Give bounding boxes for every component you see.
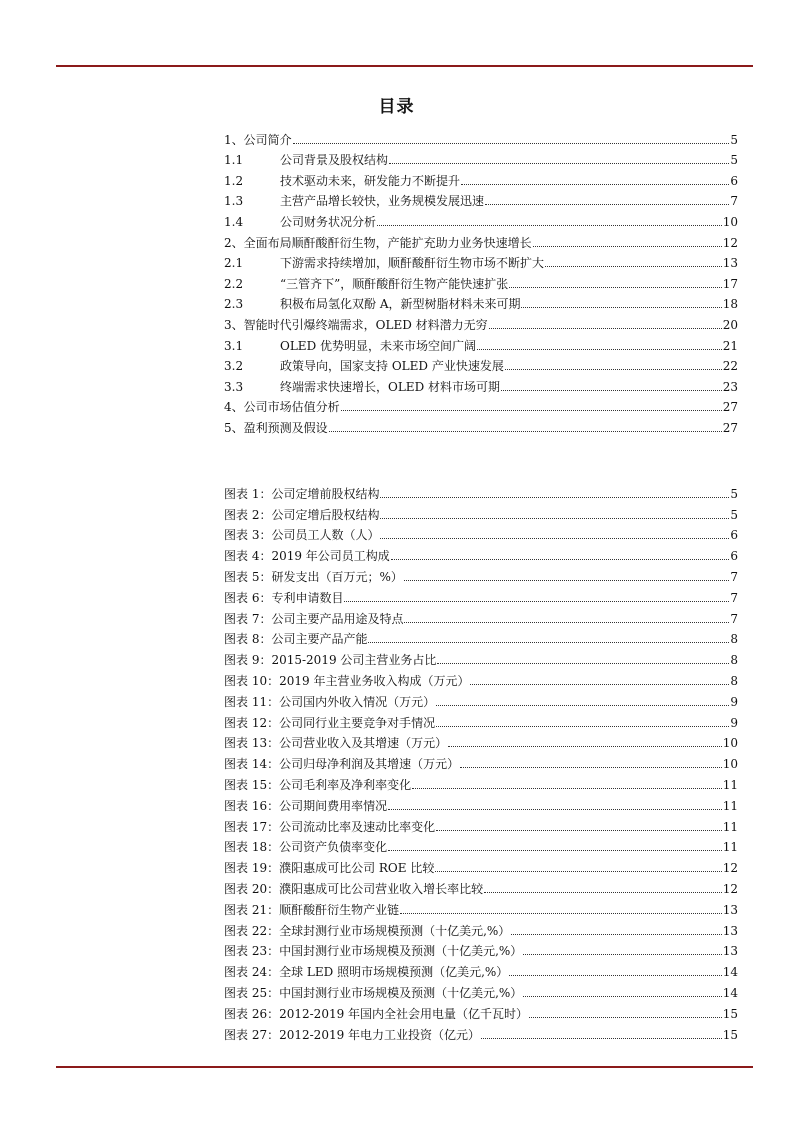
toc-entry-2-2[interactable] — [224, 270, 738, 291]
figure-label: 图表 21：顺酐酸酐衍生物产业链 — [224, 902, 400, 917]
figure-entry-17[interactable] — [224, 813, 738, 834]
toc-page: 21 — [722, 338, 738, 353]
figure-page: 12 — [722, 861, 738, 876]
figure-page: 13 — [722, 902, 738, 917]
toc-page: 12 — [722, 235, 738, 250]
dot-leader — [533, 246, 722, 247]
dot-leader — [404, 622, 729, 623]
dot-leader — [436, 726, 729, 727]
figure-label: 图表 7：公司主要产品用途及特点 — [224, 611, 404, 626]
figure-page: 6 — [730, 528, 738, 543]
dot-leader — [461, 184, 729, 185]
toc-page: 5 — [730, 153, 738, 168]
dot-leader — [380, 538, 729, 539]
figure-page: 11 — [722, 840, 738, 855]
figure-label: 图表 25：中国封测行业市场规模及预测（十亿美元,%） — [224, 985, 523, 1000]
dot-leader — [400, 913, 722, 914]
figure-label: 图表 13：公司营业收入及其增速（万元） — [224, 736, 448, 751]
toc-number: 2、 — [224, 235, 244, 250]
dot-leader — [470, 684, 729, 685]
dot-leader — [389, 163, 729, 164]
dot-leader — [529, 1017, 722, 1018]
figure-entry-16[interactable] — [224, 792, 738, 813]
dot-leader — [484, 892, 722, 893]
figure-page: 12 — [722, 881, 738, 896]
toc-number: 1.2 — [224, 173, 244, 188]
toc-number: 3.1 — [224, 338, 244, 353]
figure-label: 图表 3：公司员工人数（人） — [224, 528, 380, 543]
figure-label: 图表 5：研发支出（百万元；%） — [224, 569, 403, 584]
toc-number: 2.3 — [224, 297, 244, 312]
toc-label: 全面布局顺酐酸酐衍生物，产能扩充助力业务快速增长 — [243, 235, 532, 250]
toc-label: 公司简介 — [243, 132, 292, 147]
toc-number: 1、 — [224, 132, 244, 147]
dot-leader — [505, 369, 722, 370]
figure-label: 图表 10：2019 年主营业务收入构成（万元） — [224, 673, 470, 688]
dot-leader — [436, 705, 729, 706]
toc-entry-1-1[interactable] — [224, 147, 738, 168]
figure-entry-13[interactable] — [224, 730, 738, 751]
figure-label: 图表 20：濮阳惠成可比公司营业收入增长率比较 — [224, 881, 484, 896]
figure-page: 8 — [730, 673, 738, 688]
toc-entry-1-2[interactable] — [224, 167, 738, 188]
toc-number: 1.3 — [224, 194, 244, 209]
toc-label: 盈利预测及假设 — [243, 420, 328, 435]
figure-entry-24[interactable] — [224, 958, 738, 979]
toc-page: 20 — [722, 317, 738, 332]
dot-leader — [523, 996, 721, 997]
dot-leader — [368, 642, 729, 643]
figure-page: 15 — [722, 1027, 738, 1042]
toc-page: 27 — [722, 420, 738, 435]
toc-entry-1-4[interactable] — [224, 208, 738, 229]
figure-label: 图表 1：公司定增前股权结构 — [224, 486, 380, 501]
toc-label: 公司市场估值分析 — [243, 400, 340, 415]
figure-label: 图表 22：全球封测行业市场规模预测（十亿美元,%） — [224, 923, 511, 938]
toc-number: 3、 — [224, 317, 244, 332]
figure-page: 9 — [730, 694, 738, 709]
table-of-contents — [224, 126, 738, 435]
figure-label: 图表 24：全球 LED 照明市场规模预测（亿美元,%） — [224, 965, 509, 980]
figure-label: 图表 11：公司国内外收入情况（万元） — [224, 694, 436, 709]
figure-entry-19[interactable] — [224, 854, 738, 875]
dot-leader — [511, 934, 721, 935]
figure-entry-7[interactable] — [224, 605, 738, 626]
dot-leader — [509, 975, 721, 976]
toc-number: 5、 — [224, 420, 244, 435]
toc-number: 1.4 — [224, 214, 244, 229]
figure-entry-8[interactable] — [224, 626, 738, 647]
figure-page: 5 — [730, 486, 738, 501]
toc-page: 6 — [730, 173, 738, 188]
dot-leader — [293, 143, 730, 144]
figure-label: 图表 9：2015-2019 公司主营业务占比 — [224, 653, 437, 668]
figure-entry-6[interactable] — [224, 584, 738, 605]
figure-page: 10 — [722, 757, 738, 772]
dot-leader — [344, 601, 729, 602]
figure-page: 8 — [730, 653, 738, 668]
dot-leader — [341, 410, 722, 411]
dot-leader — [485, 204, 729, 205]
figure-entry-1[interactable] — [224, 480, 738, 501]
figure-entry-4[interactable] — [224, 542, 738, 563]
dot-leader — [481, 1038, 722, 1039]
figure-entry-2[interactable] — [224, 501, 738, 522]
toc-entry-5[interactable] — [224, 414, 738, 435]
figure-page: 5 — [730, 507, 738, 522]
dot-leader — [509, 287, 721, 288]
figure-entry-18[interactable] — [224, 834, 738, 855]
figure-entry-3[interactable] — [224, 522, 738, 543]
figure-entry-14[interactable] — [224, 750, 738, 771]
figure-label: 图表 23：中国封测行业市场规模及预测（十亿美元,%） — [224, 944, 523, 959]
figure-label: 图表 14：公司归母净利润及其增速（万元） — [224, 757, 460, 772]
toc-label: 下游需求持续增加，顺酐酸酐衍生物市场不断扩大 — [280, 256, 545, 271]
figure-page: 13 — [722, 944, 738, 959]
header-rule — [56, 65, 753, 67]
figure-page: 6 — [730, 549, 738, 564]
figure-page: 8 — [730, 632, 738, 647]
dot-leader — [404, 580, 730, 581]
figure-label: 图表 18：公司资产负债率变化 — [224, 840, 388, 855]
figure-page: 14 — [722, 985, 738, 1000]
figure-label: 图表 2：公司定增后股权结构 — [224, 507, 380, 522]
figure-label: 图表 15：公司毛利率及净利率变化 — [224, 777, 412, 792]
toc-label: 公司财务状况分析 — [280, 214, 377, 229]
toc-page: 18 — [722, 297, 738, 312]
toc-number: 2.2 — [224, 276, 244, 291]
toc-label: 技术驱动未来，研发能力不断提升 — [280, 173, 461, 188]
figure-page: 11 — [722, 819, 738, 834]
figure-label: 图表 27：2012-2019 年电力工业投资（亿元） — [224, 1027, 481, 1042]
toc-page: 17 — [722, 276, 738, 291]
toc-label: 终端需求快速增长，OLED 材料市场可期 — [280, 379, 501, 394]
dot-leader — [388, 809, 722, 810]
toc-entry-2-1[interactable] — [224, 250, 738, 271]
toc-entry-3-2[interactable] — [224, 353, 738, 374]
page-title: 目录 — [378, 97, 415, 117]
toc-number: 3.2 — [224, 359, 244, 374]
toc-page: 22 — [722, 359, 738, 374]
figure-page: 11 — [722, 798, 738, 813]
toc-entry-2[interactable] — [224, 229, 738, 250]
figure-entry-23[interactable] — [224, 938, 738, 959]
figure-entry-26[interactable] — [224, 1000, 738, 1021]
toc-label: 积极布局氢化双酚 A，新型树脂材料未来可期 — [280, 297, 521, 312]
toc-entry-3[interactable] — [224, 311, 738, 332]
toc-entry-2-3[interactable] — [224, 291, 738, 312]
figure-label: 图表 8：公司主要产品产能 — [224, 632, 368, 647]
figure-label: 图表 26：2012-2019 年国内全社会用电量（亿千瓦时） — [224, 1006, 529, 1021]
list-of-figures — [224, 480, 738, 1042]
figure-entry-9[interactable] — [224, 646, 738, 667]
figure-label: 图表 12：公司同行业主要竞争对手情况 — [224, 715, 436, 730]
dot-leader — [545, 266, 722, 267]
toc-number: 4、 — [224, 400, 244, 415]
dot-leader — [412, 788, 722, 789]
figure-page: 7 — [730, 569, 738, 584]
figure-page: 9 — [730, 715, 738, 730]
toc-label: OLED 优势明显，未来市场空间广阔 — [280, 338, 477, 353]
figure-entry-12[interactable] — [224, 709, 738, 730]
figure-label: 图表 17：公司流动比率及速动比率变化 — [224, 819, 436, 834]
toc-page: 10 — [722, 214, 738, 229]
dot-leader — [435, 871, 721, 872]
toc-page: 27 — [722, 400, 738, 415]
figure-label: 图表 6：专利申请数目 — [224, 590, 344, 605]
toc-page: 23 — [722, 379, 738, 394]
dot-leader — [388, 850, 722, 851]
figure-page: 7 — [730, 590, 738, 605]
dot-leader — [501, 390, 722, 391]
figure-entry-21[interactable] — [224, 896, 738, 917]
dot-leader — [521, 307, 721, 308]
figure-label: 图表 16：公司期间费用率情况 — [224, 798, 388, 813]
dot-leader — [329, 431, 722, 432]
toc-entry-3-3[interactable] — [224, 373, 738, 394]
figure-entry-5[interactable] — [224, 563, 738, 584]
toc-label: “三管齐下”，顺酐酸酐衍生物产能快速扩张 — [280, 276, 509, 291]
toc-entry-4[interactable] — [224, 394, 738, 415]
toc-label: 公司背景及股权结构 — [280, 153, 389, 168]
toc-label: 主营产品增长较快，业务规模发展迅速 — [280, 194, 485, 209]
dot-leader — [523, 954, 721, 955]
figure-entry-25[interactable] — [224, 979, 738, 1000]
dot-leader — [377, 225, 722, 226]
toc-entry-1[interactable] — [224, 126, 738, 147]
dot-leader — [437, 663, 729, 664]
toc-entry-3-1[interactable] — [224, 332, 738, 353]
figure-label: 图表 19：濮阳惠成可比公司 ROE 比较 — [224, 861, 435, 876]
figure-entry-15[interactable] — [224, 771, 738, 792]
footer-rule — [56, 1066, 753, 1068]
figure-page: 11 — [722, 777, 738, 792]
figure-entry-20[interactable] — [224, 875, 738, 896]
dot-leader — [380, 497, 729, 498]
figure-page: 7 — [730, 611, 738, 626]
figure-page: 13 — [722, 923, 738, 938]
figure-entry-11[interactable] — [224, 688, 738, 709]
dot-leader — [489, 328, 722, 329]
dot-leader — [380, 518, 729, 519]
dot-leader — [448, 746, 722, 747]
figure-page: 10 — [722, 736, 738, 751]
toc-page: 13 — [722, 256, 738, 271]
toc-number: 1.1 — [224, 153, 244, 168]
figure-entry-22[interactable] — [224, 917, 738, 938]
dot-leader — [477, 349, 722, 350]
figure-label: 图表 4：2019 年公司员工构成 — [224, 549, 390, 564]
toc-label: 政策导向，国家支持 OLED 产业快速发展 — [280, 359, 504, 374]
toc-entry-1-3[interactable] — [224, 188, 738, 209]
figure-entry-10[interactable] — [224, 667, 738, 688]
dot-leader — [460, 767, 722, 768]
figure-page: 15 — [722, 1006, 738, 1021]
toc-number: 2.1 — [224, 256, 244, 271]
toc-number: 3.3 — [224, 379, 244, 394]
dot-leader — [436, 830, 722, 831]
toc-page: 7 — [730, 194, 738, 209]
figure-entry-27[interactable] — [224, 1021, 738, 1042]
dot-leader — [391, 559, 730, 560]
toc-label: 智能时代引爆终端需求，OLED 材料潜力无穷 — [243, 317, 488, 332]
toc-page: 5 — [730, 132, 738, 147]
figure-page: 14 — [722, 965, 738, 980]
